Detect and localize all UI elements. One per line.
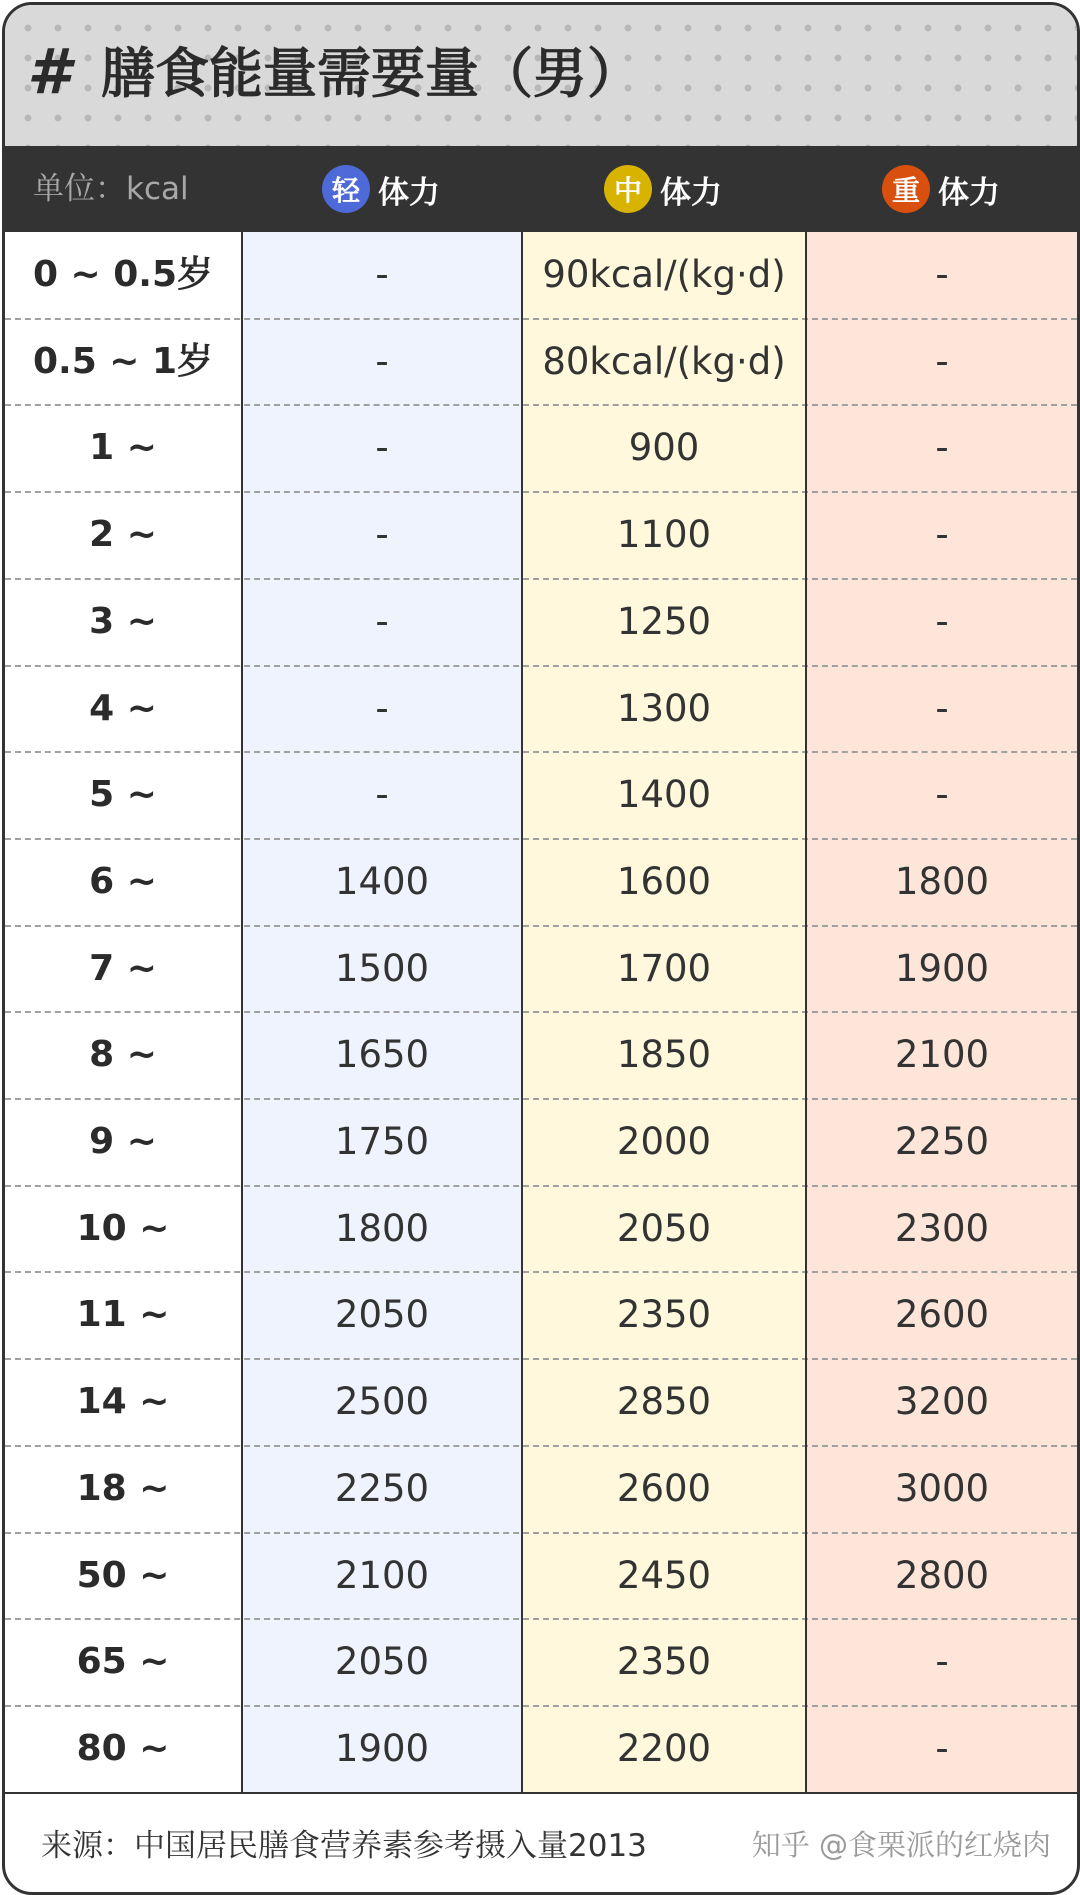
row-separator <box>5 1532 1077 1534</box>
table-row <box>5 839 1077 926</box>
heavy-value-cell: - <box>935 686 949 730</box>
row-separator <box>5 1358 1077 1360</box>
table-row <box>5 666 1077 753</box>
light-value-cell: - <box>375 686 389 730</box>
age-cell: 6 ~ <box>89 860 157 902</box>
column-header-label: 体力 <box>660 174 722 211</box>
age-cell: 5 ~ <box>89 774 157 816</box>
heavy-value-cell: - <box>935 253 949 296</box>
age-cell: 18 ~ <box>76 1467 170 1509</box>
moderate-value-cell: 1100 <box>616 513 712 557</box>
row-separator <box>5 1185 1077 1187</box>
light-value-cell: - <box>375 426 389 470</box>
light-value-cell: 2050 <box>334 1640 430 1684</box>
heavy-value-cell: - <box>935 513 949 557</box>
light-value-cell: - <box>375 773 389 817</box>
row-separator <box>5 491 1077 493</box>
light-value-cell: 2250 <box>334 1466 430 1510</box>
age-cell: 14 ~ <box>76 1381 170 1423</box>
age-cell: 2 ~ <box>89 514 157 556</box>
light-value-cell: - <box>375 339 389 383</box>
table-header <box>5 146 1077 232</box>
page-title: 膳食能量需要量（男） <box>101 42 641 105</box>
heavy-value-cell: - <box>935 773 949 817</box>
moderate-value-cell: 2850 <box>616 1380 712 1424</box>
light-value-cell: 2500 <box>334 1380 430 1424</box>
light-value-cell: - <box>375 513 389 557</box>
heavy-value-cell: 2800 <box>894 1553 990 1597</box>
light-value-cell: 2100 <box>334 1553 430 1597</box>
row-separator <box>5 1445 1077 1447</box>
title-bar <box>5 5 1077 146</box>
moderate-value-cell: 2050 <box>616 1206 712 1250</box>
light-value-cell: 1900 <box>334 1726 430 1770</box>
age-cell: 80 ~ <box>76 1727 170 1769</box>
moderate-value-cell: 1250 <box>616 599 712 643</box>
row-separator <box>5 1271 1077 1273</box>
column-header-label: 体力 <box>938 174 1000 211</box>
moderate-value-cell: 1600 <box>616 859 712 903</box>
table-row <box>5 405 1077 492</box>
age-cell: 50 ~ <box>76 1554 170 1596</box>
row-separator <box>5 578 1077 580</box>
light-value-cell: 1800 <box>334 1206 430 1250</box>
moderate-value-cell: 1400 <box>616 773 712 817</box>
table-row <box>5 752 1077 839</box>
age-cell: 11 ~ <box>76 1294 170 1336</box>
age-cell: 9 ~ <box>89 1121 157 1162</box>
heavy-value-cell: - <box>935 1640 949 1684</box>
table-row <box>5 1619 1077 1706</box>
moderate-value-cell: 1700 <box>616 946 712 990</box>
column-header-label: 体力 <box>378 174 440 211</box>
light-value-cell: 1750 <box>334 1120 430 1163</box>
heavy-value-cell: - <box>935 1726 949 1770</box>
column-header-light <box>241 146 521 232</box>
age-cell: 1 ~ <box>89 427 157 469</box>
heavy-value-cell: 2600 <box>894 1293 990 1337</box>
table-row <box>5 1186 1077 1273</box>
moderate-value-cell: 1300 <box>616 686 712 730</box>
light-value-cell: 2050 <box>334 1293 430 1337</box>
heavy-value-cell: 2300 <box>894 1206 990 1250</box>
light-value-cell: - <box>375 253 389 296</box>
moderate-value-cell: 2450 <box>616 1553 712 1597</box>
table-row <box>5 926 1077 1013</box>
watermark-credit: 知乎 @食栗派的红烧肉 <box>751 1828 1051 1862</box>
heavy-value-cell: 1800 <box>894 859 990 903</box>
age-cell: 3 ~ <box>89 600 157 642</box>
row-separator <box>5 665 1077 667</box>
table-row <box>5 319 1077 406</box>
light-value-cell: 1500 <box>334 946 430 990</box>
heavy-value-cell: 2250 <box>894 1120 990 1163</box>
heavy-value-cell: 3000 <box>894 1466 990 1510</box>
unit-label: 单位：kcal <box>33 171 189 207</box>
table-row <box>5 1012 1077 1099</box>
moderate-value-cell: 2350 <box>616 1640 712 1684</box>
heavy-value-cell: - <box>935 339 949 383</box>
row-separator <box>5 925 1077 927</box>
light-value-cell: 1650 <box>334 1033 430 1077</box>
row-separator <box>5 838 1077 840</box>
age-cell: 65 ~ <box>76 1641 170 1683</box>
moderate-value-cell: 2000 <box>616 1120 712 1163</box>
moderate-value-cell: 80kcal/(kg·d) <box>542 339 786 383</box>
heavy-value-cell: - <box>935 599 949 643</box>
age-cell: 0 ~ 0.5岁 <box>32 254 214 295</box>
table-row <box>5 1446 1077 1533</box>
source-note: 来源：中国居民膳食营养素参考摄入量2013 <box>41 1828 647 1864</box>
moderate-value-cell: 2200 <box>616 1726 712 1770</box>
moderate-value-cell: 900 <box>628 426 700 470</box>
row-separator <box>5 404 1077 406</box>
light-value-cell: - <box>375 599 389 643</box>
moderate-value-cell: 1850 <box>616 1033 712 1077</box>
row-separator <box>5 1011 1077 1013</box>
age-cell: 0.5 ~ 1岁 <box>32 340 214 382</box>
heavy-value-cell: - <box>935 426 949 470</box>
heavy-activity-badge: 重 <box>882 165 930 213</box>
row-separator <box>5 1098 1077 1100</box>
row-separator <box>5 751 1077 753</box>
footer-divider <box>5 1792 1077 1794</box>
column-header-heavy <box>805 146 1077 232</box>
row-separator <box>5 318 1077 320</box>
column-divider <box>805 232 807 1792</box>
table-row <box>5 492 1077 579</box>
hash-icon: # <box>27 35 71 108</box>
age-cell: 8 ~ <box>89 1034 157 1076</box>
column-divider <box>521 232 523 1792</box>
table-row <box>5 232 1077 319</box>
moderate-value-cell: 90kcal/(kg·d) <box>542 253 786 296</box>
age-cell: 7 ~ <box>89 947 157 989</box>
age-cell: 10 ~ <box>76 1207 170 1249</box>
column-header-moderate <box>521 146 805 232</box>
table-row <box>5 1272 1077 1359</box>
table-row <box>5 579 1077 666</box>
light-value-cell: 1400 <box>334 859 430 903</box>
row-separator <box>5 1705 1077 1707</box>
heavy-value-cell: 1900 <box>894 946 990 990</box>
moderate-value-cell: 2600 <box>616 1466 712 1510</box>
light-activity-badge: 轻 <box>322 165 370 213</box>
heavy-value-cell: 3200 <box>894 1380 990 1424</box>
column-divider <box>241 232 243 1792</box>
table-row <box>5 1533 1077 1620</box>
moderate-activity-badge: 中 <box>604 165 652 213</box>
row-separator <box>5 1618 1077 1620</box>
age-cell: 4 ~ <box>89 687 157 729</box>
moderate-value-cell: 2350 <box>616 1293 712 1337</box>
energy-requirement-card <box>2 2 1080 1895</box>
table-row <box>5 1099 1077 1186</box>
table-row <box>5 1706 1077 1793</box>
heavy-value-cell: 2100 <box>894 1033 990 1077</box>
table-row <box>5 1359 1077 1446</box>
